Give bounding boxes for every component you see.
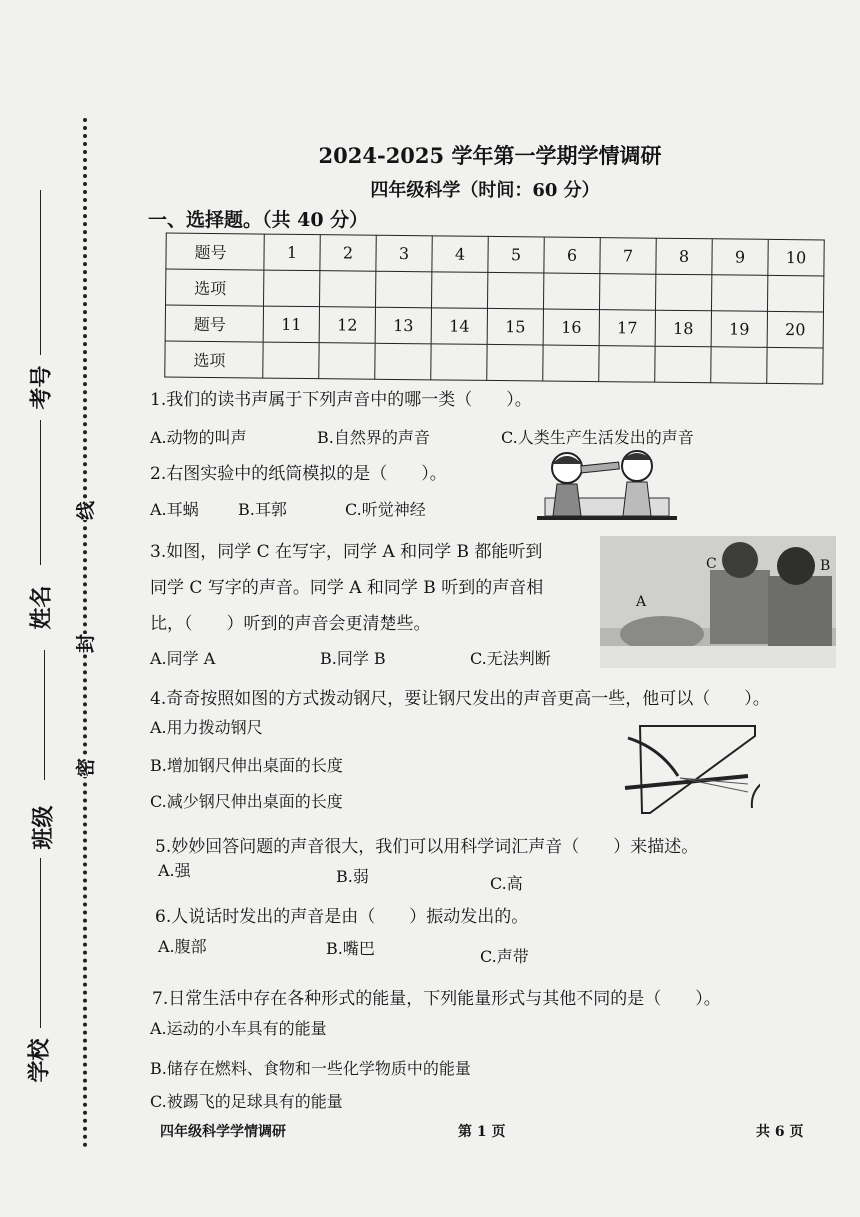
footer-left: 四年级科学学情调研 (160, 1124, 286, 1140)
question-number: 13 (375, 307, 431, 344)
question-3-line-3: 比，（ ）听到的声音会更清楚些。 (150, 614, 431, 634)
q7-option-b: B.储存在燃料、食物和一些化学物质中的能量 (150, 1059, 471, 1078)
answer-cell[interactable] (263, 342, 319, 379)
question-number: 17 (599, 310, 655, 347)
question-5: 5.妙妙回答问题的声音很大，我们可以用科学词汇声音（ ）来描述。 (155, 837, 699, 857)
answer-cell[interactable] (375, 343, 431, 380)
question-number: 4 (432, 236, 488, 273)
answer-cell[interactable] (488, 272, 544, 309)
exam-title: 2024-2025 学年第一学期学情调研 (318, 143, 662, 168)
q3-option-b: B.同学 B (320, 649, 386, 668)
q6-option-a: A.腹部 (158, 937, 207, 956)
answer-cell[interactable] (431, 344, 487, 381)
q6-option-b: B.嘴巴 (326, 939, 375, 958)
row-label: 选项 (165, 341, 263, 378)
bind-word-mi: 密 (69, 758, 100, 777)
section-heading: 一、选择题。（共 40 分） (148, 209, 369, 231)
question-number: 19 (711, 311, 767, 348)
answer-cell[interactable] (767, 275, 823, 312)
answer-cell[interactable] (543, 345, 599, 382)
answer-row-choices-2 (165, 341, 823, 384)
school-label: 学校 (26, 1038, 53, 1083)
q2-option-b: B.耳郭 (238, 500, 287, 519)
q3-option-a: A.同学 A (150, 649, 216, 668)
steel-ruler-picture (620, 718, 760, 818)
answer-cell[interactable] (655, 274, 711, 311)
figure-label-b: B (820, 558, 831, 574)
q4-option-a: A.用力拨动钢尺 (150, 718, 263, 737)
q4-option-c: C.减少钢尺伸出桌面的长度 (150, 792, 343, 811)
class-label: 班级 (30, 805, 57, 850)
question-number: 20 (767, 311, 823, 348)
answer-cell[interactable] (767, 347, 823, 384)
paper-tube-experiment-picture (537, 446, 677, 524)
question-number: 6 (544, 237, 600, 274)
question-number: 12 (319, 307, 375, 344)
answer-cell[interactable] (599, 346, 655, 383)
bind-word-xian: 线 (69, 501, 100, 520)
bind-word-feng: 封 (69, 634, 100, 653)
answer-cell[interactable] (711, 347, 767, 384)
question-number: 1 (264, 234, 320, 271)
question-2: 2.右图实验中的纸筒模拟的是（ ）。 (150, 464, 447, 484)
question-1: 1.我们的读书声属于下列声音中的哪一类（ ）。 (150, 390, 532, 410)
answer-cell[interactable] (432, 272, 488, 309)
question-number: 8 (656, 238, 712, 275)
answer-cell[interactable] (319, 343, 375, 380)
answer-cell[interactable] (487, 344, 543, 381)
q5-option-a: A.强 (158, 861, 191, 880)
question-number: 3 (376, 235, 432, 272)
answer-cell[interactable] (320, 271, 376, 308)
question-number: 15 (487, 308, 543, 345)
answer-cell[interactable] (543, 273, 599, 310)
question-7: 7.日常生活中存在各种形式的能量，下列能量形式与其他不同的是（ ）。 (152, 989, 721, 1009)
question-number: 11 (263, 306, 319, 343)
question-number: 7 (600, 238, 656, 275)
figure-label-c: C (706, 556, 717, 572)
q7-option-c: C.被踢飞的足球具有的能量 (150, 1092, 343, 1111)
students-listening-picture (600, 536, 836, 668)
answer-cell[interactable] (264, 270, 320, 307)
question-number: 16 (543, 309, 599, 346)
answer-table (164, 233, 824, 385)
question-number: 2 (320, 235, 376, 272)
footer-total-pages: 共 6 页 (756, 1124, 804, 1140)
q1-option-c: C.人类生产生活发出的声音 (501, 428, 694, 447)
answer-cell[interactable] (599, 274, 655, 311)
question-3-line-2: 同学 C 写字的声音。同学 A 和同学 B 听到的声音相 (150, 578, 544, 598)
answer-cell[interactable] (655, 346, 711, 383)
exam-no-label: 考号 (28, 365, 55, 410)
question-number: 9 (712, 239, 768, 276)
question-3-line-1: 3.如图，同学 C 在写字，同学 A 和同学 B 都能听到 (150, 542, 543, 562)
question-number: 14 (431, 308, 487, 345)
row-label: 选项 (166, 269, 264, 306)
q6-option-c: C.声带 (480, 947, 529, 966)
q5-option-b: B.弱 (336, 867, 369, 886)
exam-no-line (40, 190, 41, 355)
q7-option-a: A.运动的小车具有的能量 (150, 1019, 327, 1038)
question-6: 6.人说话时发出的声音是由（ ）振动发出的。 (155, 907, 529, 927)
answer-cell[interactable] (376, 271, 432, 308)
name-label: 姓名 (28, 585, 55, 630)
q2-option-c: C.听觉神经 (345, 500, 426, 519)
exam-subtitle: 四年级科学（时间：60 分） (370, 180, 600, 201)
footer-page-number: 第 1 页 (458, 1124, 506, 1140)
q5-option-c: C.高 (490, 874, 523, 893)
answer-cell[interactable] (711, 275, 767, 312)
class-line (44, 650, 45, 780)
name-line (40, 420, 41, 565)
q1-option-b: B.自然界的声音 (317, 428, 430, 447)
q4-option-b: B.增加钢尺伸出桌面的长度 (150, 756, 343, 775)
q2-option-a: A.耳蜗 (150, 500, 199, 519)
question-4: 4.奇奇按照如图的方式拨动钢尺，要让钢尺发出的声音更高一些，他可以（ ）。 (150, 689, 770, 709)
figure-label-a: A (636, 594, 647, 610)
row-label: 题号 (166, 233, 264, 270)
question-number: 10 (768, 239, 824, 276)
row-label: 题号 (165, 305, 263, 342)
question-number: 18 (655, 310, 711, 347)
question-number: 5 (488, 236, 544, 273)
q3-option-c: C.无法判断 (470, 649, 551, 668)
q1-option-a: A.动物的叫声 (150, 428, 247, 447)
school-line (40, 858, 41, 1028)
